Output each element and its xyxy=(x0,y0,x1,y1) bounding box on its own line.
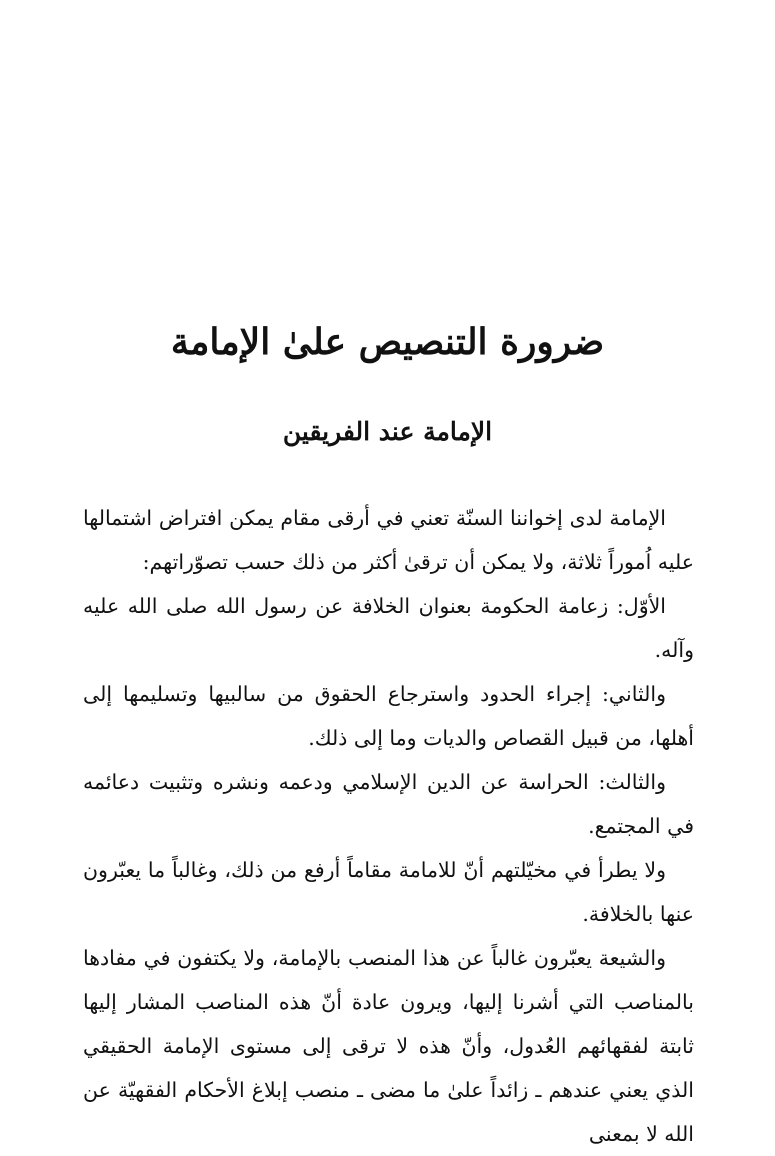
paragraph-third-point: والثالث: الحراسة عن الدين الإسلامي ودعمه ونشره وتثبيت دعائمه في المجتمع. xyxy=(83,770,694,838)
paragraph-second-point: والثاني: إجراء الحدود واسترجاع الحقوق من سالبيها وتسليمها إلى أهلها، من قبيل القصاص والديات وما إلى ذلك. xyxy=(83,682,694,750)
paragraph-first-point: الأوّل: زعامة الحكومة بعنوان الخلافة عن رسول الله صلى الله عليه وآله. xyxy=(83,594,694,662)
page-title: ضرورة التنصيص علىٰ الإمامة xyxy=(170,321,605,363)
section-subtitle: الإمامة عند الفريقين xyxy=(282,417,493,446)
paragraph-intro: الإمامة لدى إخواننا السنّة تعني في أرقى مقام يمكن افتراض اشتمالها عليه اُموراً ثلاثة، ولا يمكن أن ترقىٰ أكثر من ذلك حسب تصوّراتهم: xyxy=(83,506,694,574)
body-text xyxy=(83,496,694,1156)
paragraph-caliphate: ولا يطرأ في مخيّلتهم أنّ للامامة مقاماً أرفع من ذلك، وغالباً ما يعبّرون عنها بالخلافة. xyxy=(83,858,694,926)
paragraph-shia-view: والشيعة يعبّرون غالباً عن هذا المنصب بالإمامة، ولا يكتفون في مفادها بالمناصب التي أشرنا إليها، ويرون عادة أنّ هذه المناصب المشار إليها ثابتة لفقهائهم العُدول، وأنّ هذه لا ترقى إلى مستوى الإمامة الحقيقي الذي يعني عندهم ـ زائداً علىٰ ما مضى ـ منصب إبلاغ الأحكام الفقهيّة عن الله لا بمعنى xyxy=(83,946,694,1146)
